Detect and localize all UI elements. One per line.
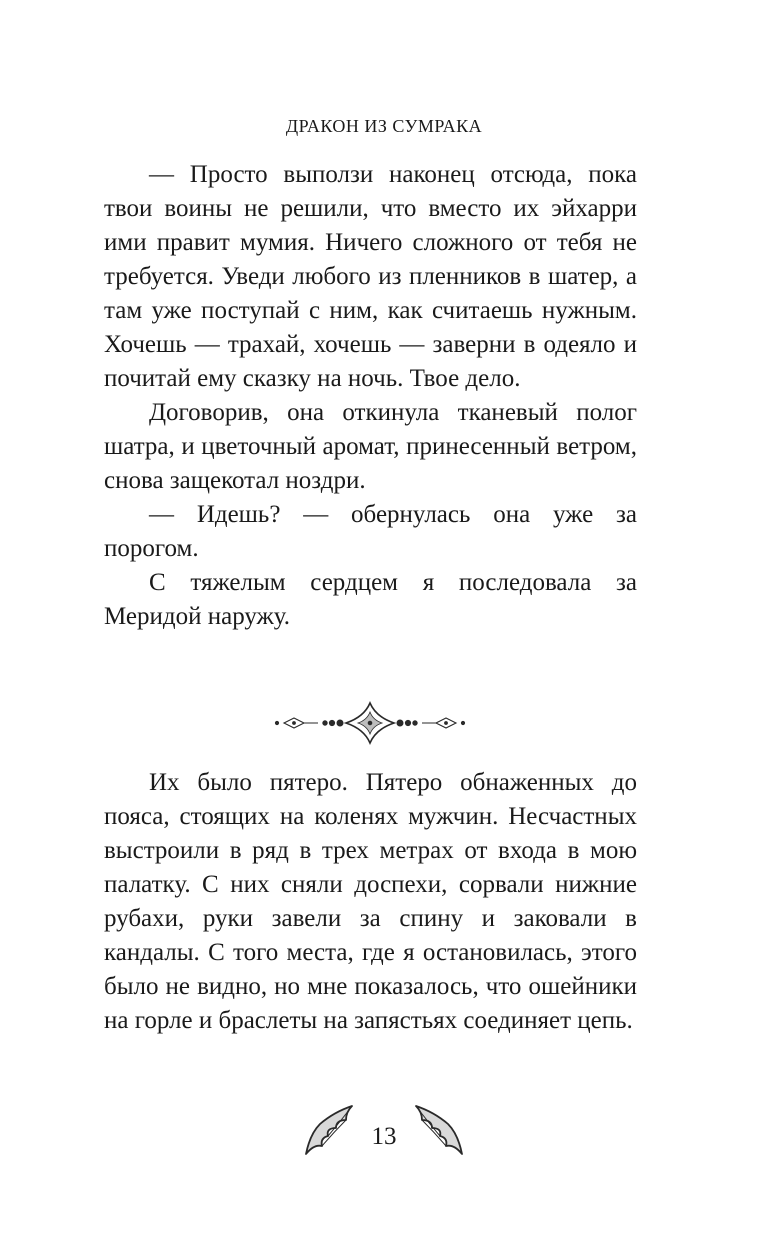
paragraph: С тяжелым сердцем я последовала за Меридой наружу. — [104, 569, 637, 630]
dragon-wing-right-icon — [412, 1098, 468, 1162]
folio — [300, 1096, 468, 1166]
text-section-2 — [104, 766, 637, 1038]
dragon-wing-left-icon — [300, 1098, 356, 1162]
section-divider-ornament — [260, 700, 480, 746]
text-section-1 — [104, 158, 637, 634]
page-number: 13 — [371, 1123, 397, 1150]
paragraph: — Просто выползи наконец отсюда, пока твои воины не решили, что вместо их эйхарри ими правит мумия. Ничего сложного от тебя не требуется. Уведи любого из пленников в шатер, а там уже поступай с ним, как считаешь нужным. Хочешь — трахай, хочешь — заверни в одеяло и почитай ему сказку на ночь. Твое дело. — [104, 161, 637, 392]
paragraph: Договорив, она откинула тканевый полог шатра, и цветочный аромат, принесенный ветром, снова защекотал ноздри. — [104, 399, 637, 494]
paragraph: Их было пятеро. Пятеро обнаженных до пояса, стоящих на коленях мужчин. Несчастных выстроили в ряд в трех метрах от входа в мою палатку. С них сняли доспехи, сорвали нижние рубахи, руки завели за спину и заковали в кандалы. С того места, где я остановилась, этого было не видно, но мне показалось, что ошейники на горле и браслеты на запястьях соединяет цепь. — [104, 769, 637, 1034]
paragraph: — Идешь? — обернулась она уже за порогом. — [104, 501, 637, 562]
running-head: ДРАКОН ИЗ СУМРАКА — [285, 116, 483, 136]
